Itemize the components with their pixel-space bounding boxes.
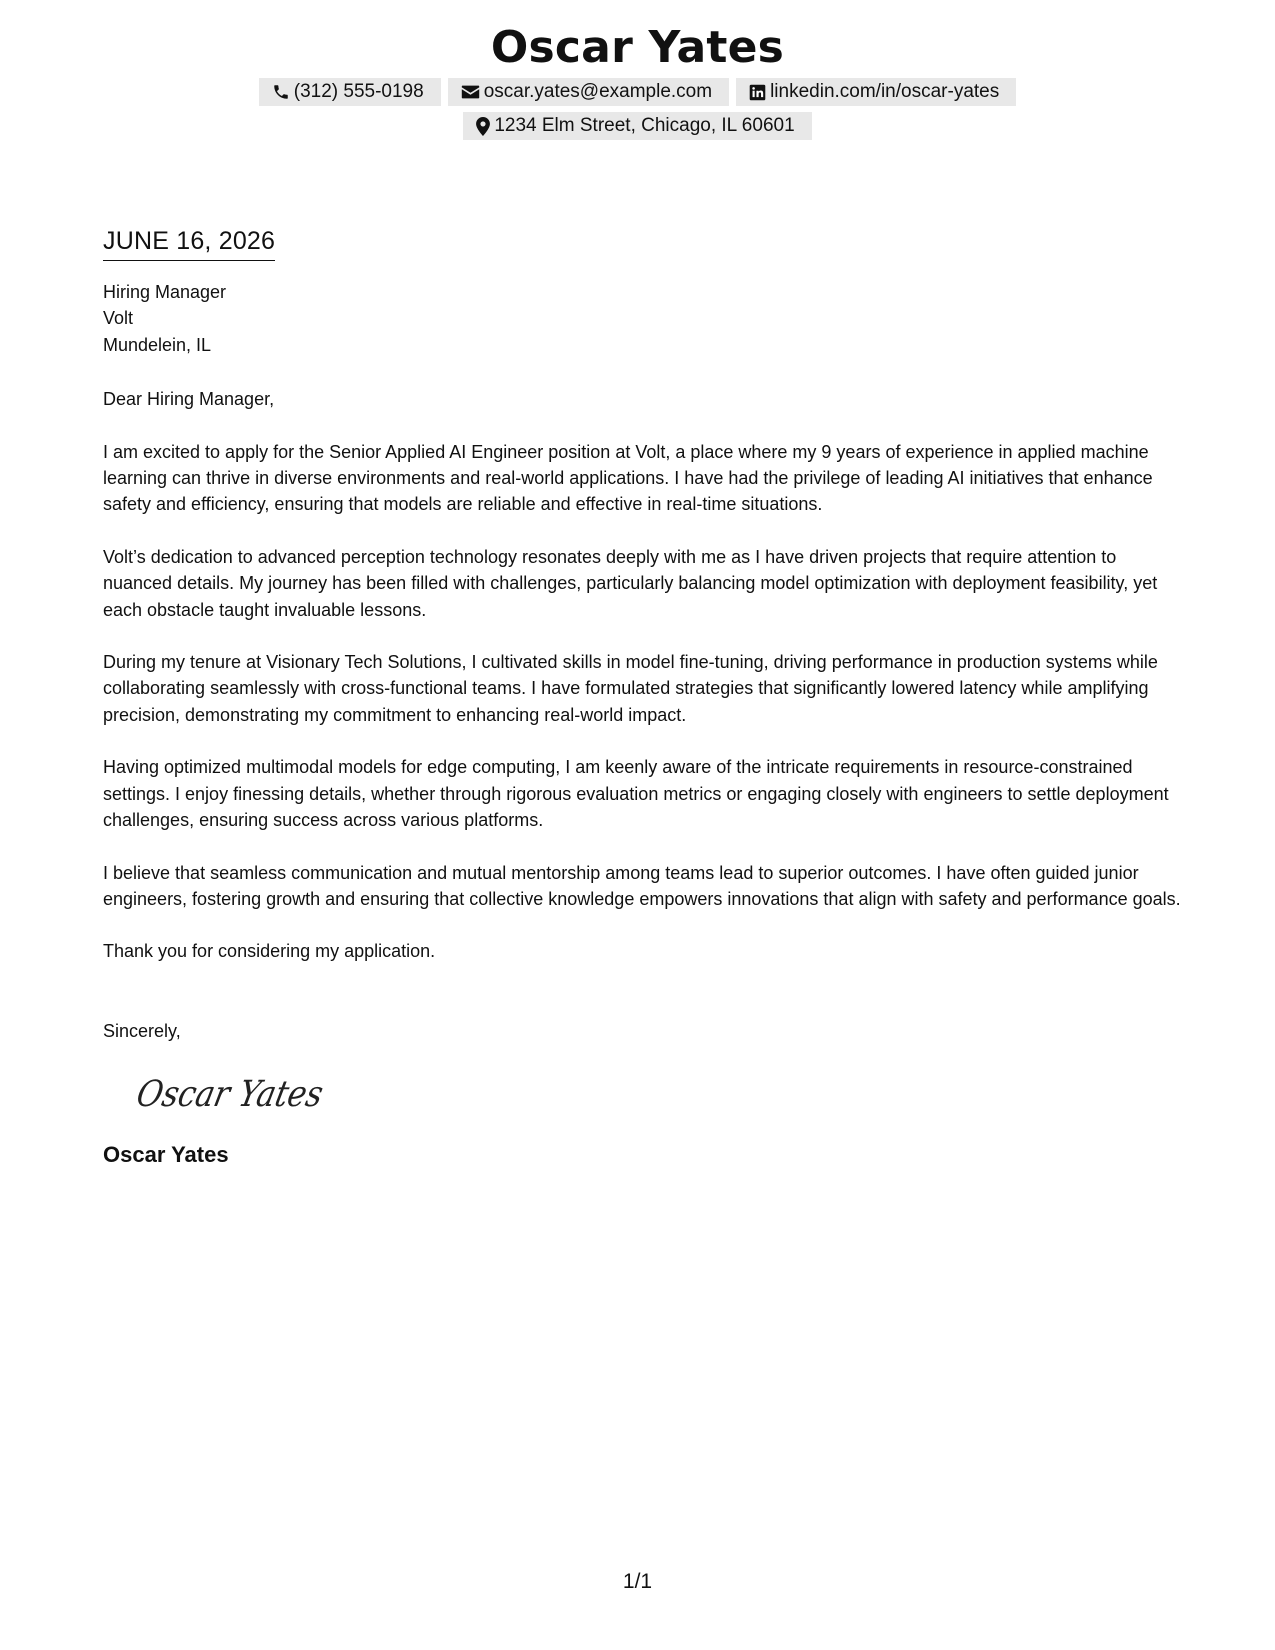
applicant-name: Oscar Yates [490,22,785,73]
closing-line: Thank you for considering my application. [103,941,436,962]
signoff: Sincerely, [103,1020,181,1041]
body-paragraph: I am excited to apply for the Senior Applied AI Engineer position at Volt, a place where my 9 years of experience in applied machine learning can thrive in diverse environments and real-world applications. I have had the privilege of leading AI initiatives that enhance safety and efficiency, ensuring that models are reliable and effective in real-time situations. [103,441,1153,515]
recipient-block [103,279,1183,358]
body-paragraph: During my tenure at Visionary Tech Solutions, I cultivated skills in model fine-tuning, driving performance in production systems while collaborating seamlessly with cross-functional teams. I have formulated strategies that significantly lowered latency while amplifying precision, demonstrating my commitment to enhancing real-world impact. [103,652,1158,725]
map-pin-icon [476,117,490,136]
contact-row-secondary [0,112,1275,140]
email-text: oscar.yates@example.com [483,81,713,102]
linkedin-chip [736,78,1016,106]
email-chip [448,78,729,106]
contact-row-primary [0,78,1275,106]
linkedin-icon [749,84,766,101]
body-paragraph: Volt’s dedication to advanced perception technology resonates deeply with me as I have driven projects that require attention to nuanced details. My journey has been filled with challenges, particularly balancing model optimization with deployment feasibility, yet each obstacle taught invaluable lessons. [103,546,1158,620]
signer-name: Oscar Yates [103,1142,229,1168]
linkedin-text: linkedin.com/in/oscar-yates [770,81,1000,102]
phone-icon [272,83,290,101]
body-paragraph: I believe that seamless communication and mutual mentorship among teams lead to superior outcomes. I have often guided junior engineers, fostering growth and ensuring that collective knowledge empowers innovations that align with safety and performance goals. [103,862,1181,909]
address-text: 1234 Elm Street, Chicago, IL 60601 [494,115,795,136]
recipient-company: Volt [103,308,134,329]
address-chip [463,112,811,140]
salutation: Dear Hiring Manager, [103,389,275,410]
phone-text: (312) 555-0198 [293,81,424,102]
letter-body [103,224,1183,1169]
phone-chip [259,78,441,106]
body-paragraph: Having optimized multimodal models for edge computing, I am keenly aware of the intricate requirements in resource-constrained settings. I enjoy finessing details, whether through rigorous evaluation metrics or engaging closely with engineers to settle deployment challenges, ensuring success across various platforms. [103,757,1169,831]
envelope-icon [461,84,480,100]
letter-header [0,18,1275,140]
recipient-location: Mundelein, IL [103,334,212,355]
signature-glyphs: Oscar Yates [133,1072,357,1116]
page-number: 1/1 [622,1570,653,1593]
signature-image [133,1068,357,1120]
handwritten-signature [133,1068,1183,1128]
letter-date: JUNE 16, 2026 [103,224,275,261]
recipient-title: Hiring Manager [103,282,227,302]
